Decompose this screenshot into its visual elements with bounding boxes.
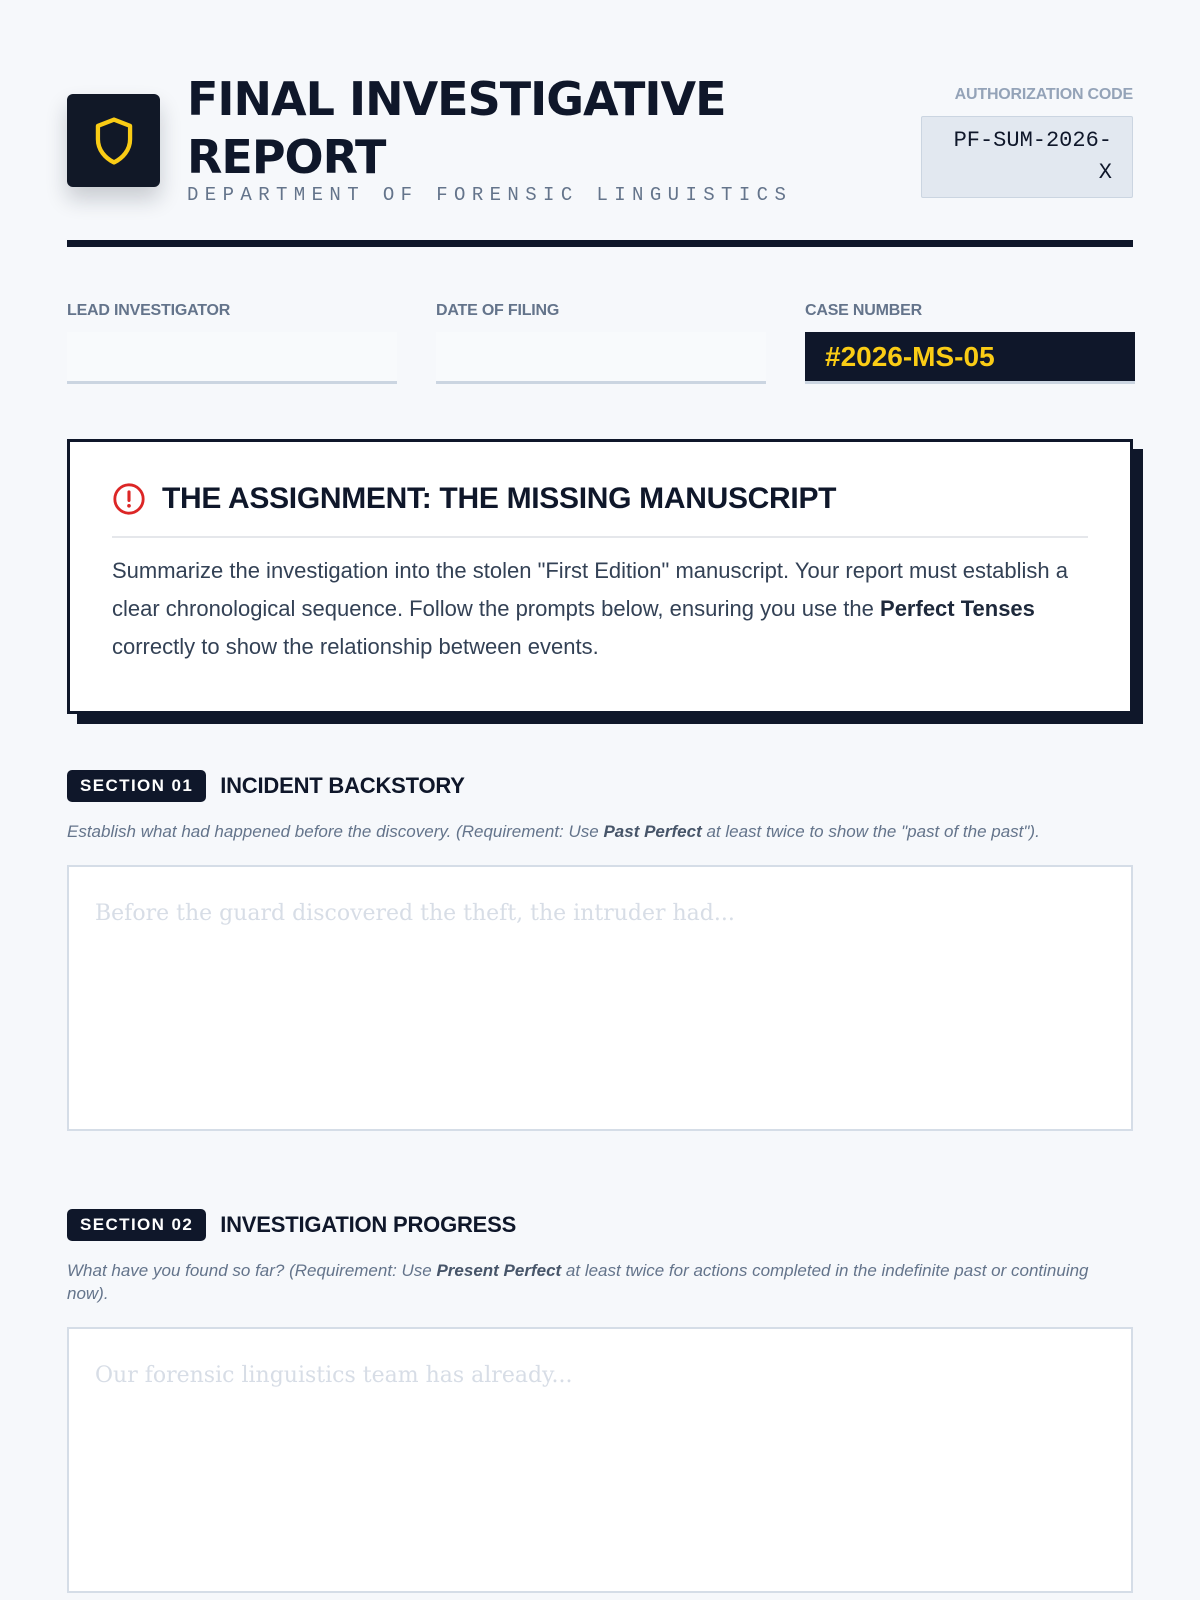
page-title: FINAL INVESTIGATIVE REPORT <box>187 72 726 184</box>
date-of-filing-input[interactable] <box>436 332 766 384</box>
date-of-filing-group <box>436 302 766 384</box>
alert-circle-icon <box>112 482 146 516</box>
section-instructions-emphasis: Present Perfect <box>436 1261 562 1280</box>
case-number-value: #2026-MS-05 <box>805 332 1135 384</box>
assignment-header <box>112 482 1088 538</box>
case-number-group <box>805 302 1135 384</box>
logo <box>67 94 160 187</box>
section-instructions-start: What have you found so far? (Requirement: Use <box>67 1261 437 1280</box>
section-header <box>67 770 1133 802</box>
assignment-title: THE ASSIGNMENT: THE MISSING MANUSCRIPT <box>162 482 837 515</box>
authorization-code-value: PF-SUM-2026-X <box>921 116 1133 198</box>
section-investigation-progress <box>67 1209 1133 1593</box>
section-instructions-start: Establish what had happened before the discovery. (Requirement: Use <box>67 822 604 841</box>
assignment-box <box>67 439 1133 714</box>
report-header <box>67 70 1133 210</box>
case-number-label: CASE NUMBER <box>805 302 922 319</box>
assignment-text-end: correctly to show the relationship between events. <box>112 634 599 659</box>
shield-icon <box>92 116 136 166</box>
section-incident-backstory <box>67 770 1133 1131</box>
section-badge: SECTION 01 <box>67 770 206 802</box>
page-subtitle: DEPARTMENT OF FORENSIC LINGUISTICS <box>187 184 793 206</box>
section-title: INCIDENT BACKSTORY <box>220 773 465 798</box>
date-of-filing-label: DATE OF FILING <box>436 302 560 319</box>
investigation-progress-textarea[interactable] <box>67 1327 1133 1593</box>
section-title: INVESTIGATION PROGRESS <box>220 1212 517 1237</box>
section-instructions-end: at least twice for actions completed in the indefinite past or continuing now). <box>67 1261 1089 1303</box>
section-badge: SECTION 02 <box>67 1209 206 1241</box>
section-instructions <box>67 820 1133 843</box>
section-instructions <box>67 1259 1133 1305</box>
section-instructions-end: at least twice to show the "past of the past"). <box>701 822 1040 841</box>
lead-investigator-label: LEAD INVESTIGATOR <box>67 302 231 319</box>
lead-investigator-input[interactable] <box>67 332 397 384</box>
assignment-description <box>112 552 1088 666</box>
section-header <box>67 1209 1133 1241</box>
assignment-text-emphasis: Perfect Tenses <box>880 596 1035 621</box>
incident-backstory-textarea[interactable] <box>67 865 1133 1131</box>
authorization-code-label: AUTHORIZATION CODE <box>954 86 1133 103</box>
section-instructions-emphasis: Past Perfect <box>603 822 702 841</box>
lead-investigator-group <box>67 302 397 384</box>
header-divider <box>67 240 1133 247</box>
assignment-text-start: Summarize the investigation into the stolen "First Edition" manuscript. Your report must establish a clear chronological sequence. Follow the prompts below, ensuring you use the <box>112 558 1068 621</box>
